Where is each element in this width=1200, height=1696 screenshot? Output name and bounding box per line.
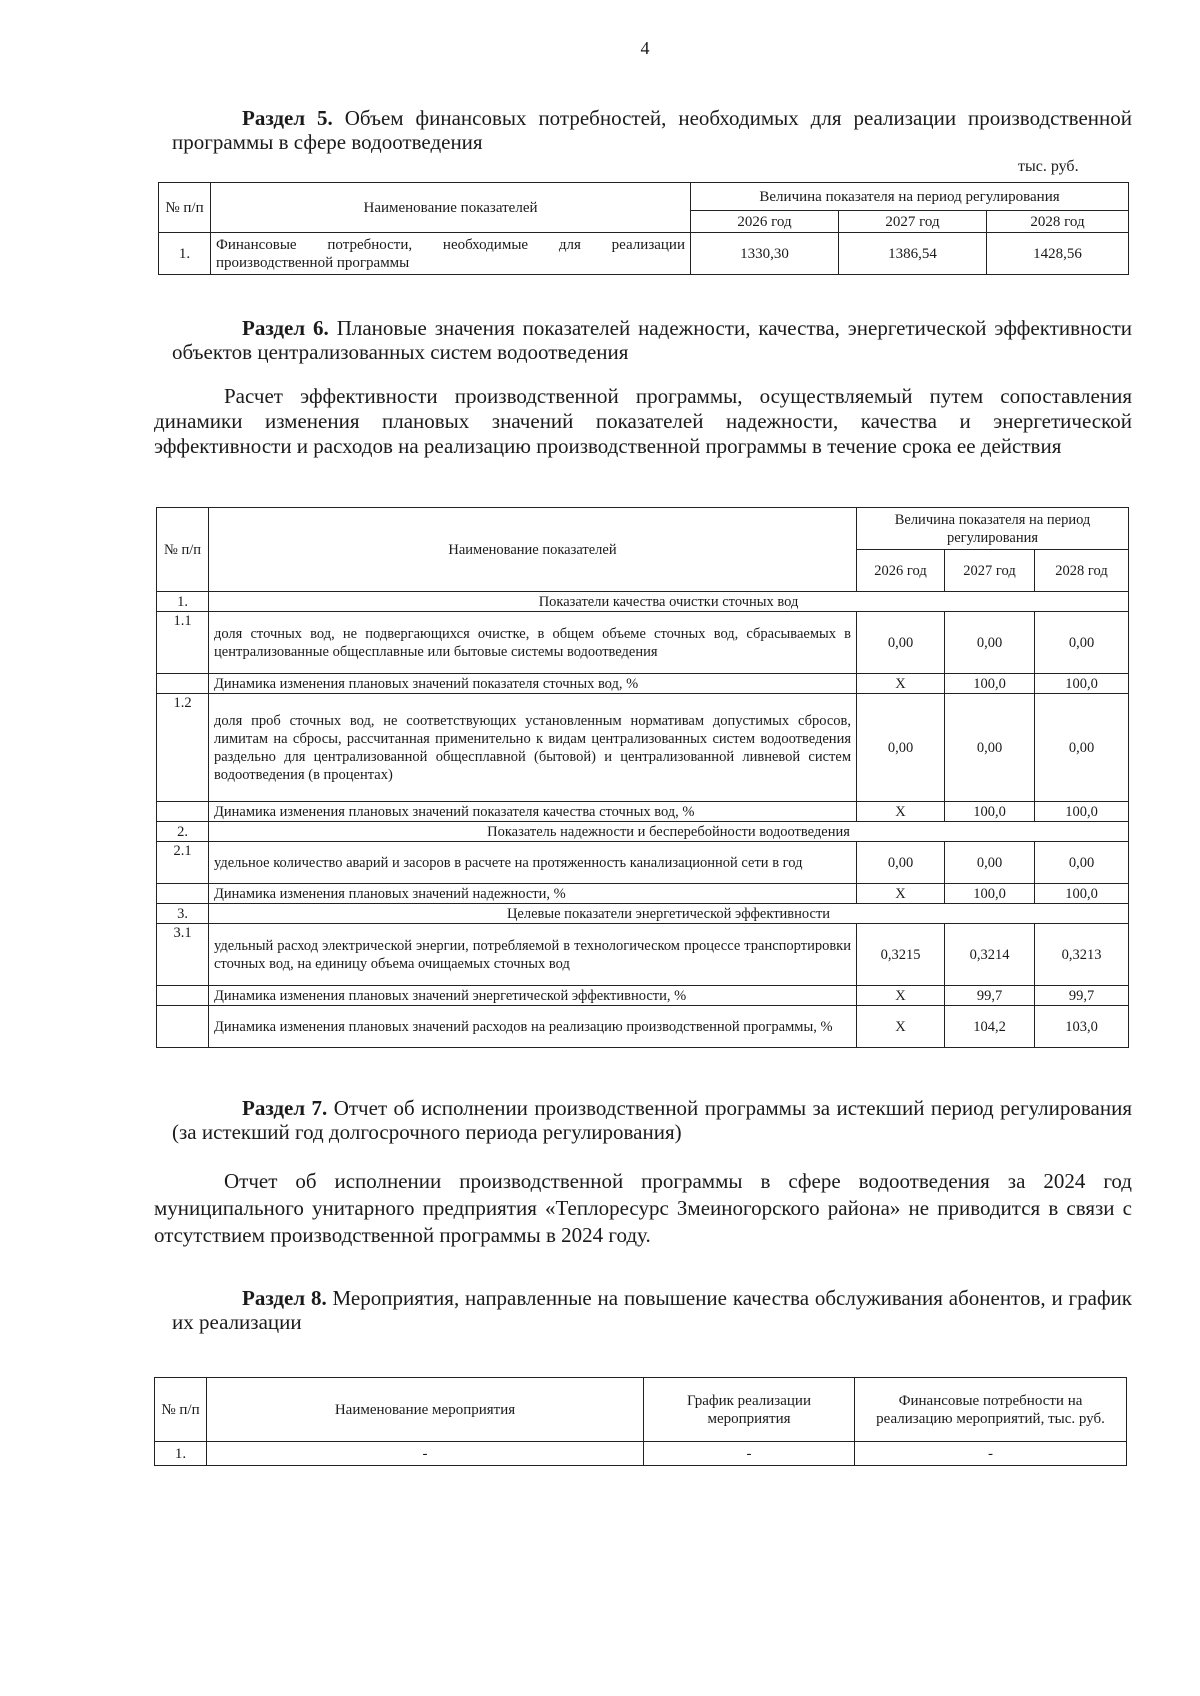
- section5-title: Объем финансовых потребностей, необходимых для реализации производственной программы в сфере водоотведения: [172, 106, 1132, 154]
- s6-row1-2026: 0,00: [857, 612, 945, 674]
- s6-row10-2028: 99,7: [1035, 986, 1129, 1006]
- s6-row11-2027: 104,2: [945, 1006, 1035, 1048]
- s8-row-finance: -: [855, 1442, 1127, 1466]
- s6-row6-name: удельное количество аварий и засоров в расчете на протяженность канализационной сети в год: [209, 842, 857, 884]
- s5-header-2026: 2026 год: [691, 211, 839, 233]
- s6-row5-num: 2.: [157, 822, 209, 842]
- s6-row4-2027: 100,0: [945, 802, 1035, 822]
- s6-row7-2026: X: [857, 884, 945, 904]
- s5-header-num: № п/п: [159, 183, 211, 233]
- s6-row11-2028: 103,0: [1035, 1006, 1129, 1048]
- s5-row-num: 1.: [159, 233, 211, 275]
- table-row: [157, 822, 1129, 842]
- section6-heading: [172, 316, 1132, 364]
- table-row: [157, 802, 1129, 822]
- s6-row2-num: [157, 674, 209, 694]
- s5-header-period: Величина показателя на период регулирования: [691, 183, 1129, 211]
- section7-label: Раздел 7.: [242, 1096, 328, 1120]
- table-row: [157, 694, 1129, 802]
- s6-header-name: Наименование показателей: [209, 508, 857, 592]
- table-row: [157, 904, 1129, 924]
- s6-row10-2027: 99,7: [945, 986, 1035, 1006]
- section8-title: Мероприятия, направленные на повышение качества обслуживания абонентов, и график их реализации: [172, 1286, 1132, 1334]
- s6-row4-2026: X: [857, 802, 945, 822]
- table-row: [157, 884, 1129, 904]
- s5-row-name: Финансовые потребности, необходимые для реализации производственной программы: [211, 233, 691, 275]
- s6-row9-name: удельный расход электрической энергии, потребляемой в технологическом процессе транспортировки сточных вод, на единицу объема очищаемых сточных вод: [209, 924, 857, 986]
- s6-header-2028: 2028 год: [1035, 550, 1129, 592]
- s6-row1-num: 1.1: [157, 612, 209, 674]
- s8-row-schedule: -: [644, 1442, 855, 1466]
- s6-row7-2027: 100,0: [945, 884, 1035, 904]
- s6-row0-num: 1.: [157, 592, 209, 612]
- s6-row9-2028: 0,3213: [1035, 924, 1129, 986]
- s6-row4-name: Динамика изменения плановых значений показателя качества сточных вод, %: [209, 802, 857, 822]
- s6-row3-2027: 0,00: [945, 694, 1035, 802]
- s6-header-2027: 2027 год: [945, 550, 1035, 592]
- s5-header-2027: 2027 год: [839, 211, 987, 233]
- section6-label: Раздел 6.: [242, 316, 329, 340]
- s6-row7-num: [157, 884, 209, 904]
- s8-row-name: -: [207, 1442, 644, 1466]
- s6-row6-2027: 0,00: [945, 842, 1035, 884]
- table-row: [157, 842, 1129, 884]
- s5-header-2028: 2028 год: [987, 211, 1129, 233]
- s8-header-finance: Финансовые потребности на реализацию мероприятий, тыс. руб.: [855, 1378, 1127, 1442]
- s8-header-name: Наименование мероприятия: [207, 1378, 644, 1442]
- s6-row3-num: 1.2: [157, 694, 209, 802]
- s6-row2-2027: 100,0: [945, 674, 1035, 694]
- table-row: [157, 674, 1129, 694]
- s5-row-2026: 1330,30: [691, 233, 839, 275]
- s6-row10-name: Динамика изменения плановых значений энергетической эффективности, %: [209, 986, 857, 1006]
- s6-row7-2028: 100,0: [1035, 884, 1129, 904]
- section5-heading: [172, 106, 1132, 154]
- s6-row8-num: 3.: [157, 904, 209, 924]
- s6-row6-2028: 0,00: [1035, 842, 1129, 884]
- table-row: [157, 612, 1129, 674]
- section7-heading: [172, 1096, 1132, 1144]
- s6-header-2026: 2026 год: [857, 550, 945, 592]
- s6-row6-2026: 0,00: [857, 842, 945, 884]
- s6-row10-num: [157, 986, 209, 1006]
- page-number: 4: [640, 38, 650, 58]
- s6-row4-num: [157, 802, 209, 822]
- s5-row-2028: 1428,56: [987, 233, 1129, 275]
- s6-row1-2028: 0,00: [1035, 612, 1129, 674]
- s6-row6-num: 2.1: [157, 842, 209, 884]
- s8-row-num: 1.: [155, 1442, 207, 1466]
- s5-row-2027: 1386,54: [839, 233, 987, 275]
- section6-title: Плановые значения показателей надежности, качества, энергетической эффективности объектов централизованных систем водоотведения: [172, 316, 1132, 364]
- s6-row5-name: Показатель надежности и бесперебойности водоотведения: [209, 822, 1129, 842]
- section5-label: Раздел 5.: [242, 106, 333, 130]
- s6-row9-num: 3.1: [157, 924, 209, 986]
- s6-row9-2026: 0,3215: [857, 924, 945, 986]
- s6-row11-name: Динамика изменения плановых значений расходов на реализацию производственной программы, %: [209, 1006, 857, 1048]
- s6-row2-name: Динамика изменения плановых значений показателя сточных вод, %: [209, 674, 857, 694]
- table-row: [157, 592, 1129, 612]
- table-row: [155, 1442, 1127, 1466]
- section7-title: Отчет об исполнении производственной программы за истекший период регулирования (за истекший год долгосрочного периода регулирования): [172, 1096, 1132, 1144]
- s6-row11-num: [157, 1006, 209, 1048]
- section6-table: [156, 507, 1129, 1048]
- s6-row3-2028: 0,00: [1035, 694, 1129, 802]
- section7-paragraph: Отчет об исполнении производственной программы в сфере водоотведения за 2024 год муниципального унитарного предприятия «Теплоресурс Змеиногорского района» не приводится в связи с отсутствием производственной программы в 2024 году.: [154, 1169, 1132, 1247]
- s6-row3-2026: 0,00: [857, 694, 945, 802]
- table-row: [157, 986, 1129, 1006]
- s6-row0-name: Показатели качества очистки сточных вод: [209, 592, 1129, 612]
- s6-row2-2028: 100,0: [1035, 674, 1129, 694]
- section5-unit: тыс. руб.: [1018, 158, 1079, 175]
- s8-header-schedule: График реализации мероприятия: [644, 1378, 855, 1442]
- section8-label: Раздел 8.: [242, 1286, 327, 1310]
- s6-row11-2026: X: [857, 1006, 945, 1048]
- s6-row8-name: Целевые показатели энергетической эффективности: [209, 904, 1129, 924]
- section6-paragraph: Расчет эффективности производственной программы, осуществляемый путем сопоставления динамики изменения плановых значений показателей надежности, качества и энергетической эффективности и расходов на реализацию производственной программы в течение срока ее действия: [154, 384, 1132, 458]
- s6-row10-2026: X: [857, 986, 945, 1006]
- s6-row4-2028: 100,0: [1035, 802, 1129, 822]
- table-row: [159, 233, 1129, 275]
- s6-row1-2027: 0,00: [945, 612, 1035, 674]
- s6-row3-name: доля проб сточных вод, не соответствующих установленным нормативам допустимых сбросов, лимитам на сбросы, рассчитанная применительно к видам централизованных систем водоотведения раздельно для централизованной общесплавной (бытовой) и централизованной ливневой систем водоотведения (в процентах): [209, 694, 857, 802]
- s6-row1-name: доля сточных вод, не подвергающихся очистке, в общем объеме сточных вод, сбрасываемых в централизованные общесплавные или бытовые системы водоотведения: [209, 612, 857, 674]
- section8-table: [154, 1377, 1127, 1466]
- table-row: [157, 1006, 1129, 1048]
- section8-heading: [172, 1286, 1132, 1334]
- section5-table: [158, 182, 1129, 275]
- table-row: [157, 924, 1129, 986]
- s5-header-name: Наименование показателей: [211, 183, 691, 233]
- s6-row2-2026: X: [857, 674, 945, 694]
- s8-header-num: № п/п: [155, 1378, 207, 1442]
- s6-row9-2027: 0,3214: [945, 924, 1035, 986]
- s6-header-num: № п/п: [157, 508, 209, 592]
- s6-header-period: Величина показателя на период регулирования: [857, 508, 1129, 550]
- s6-row7-name: Динамика изменения плановых значений надежности, %: [209, 884, 857, 904]
